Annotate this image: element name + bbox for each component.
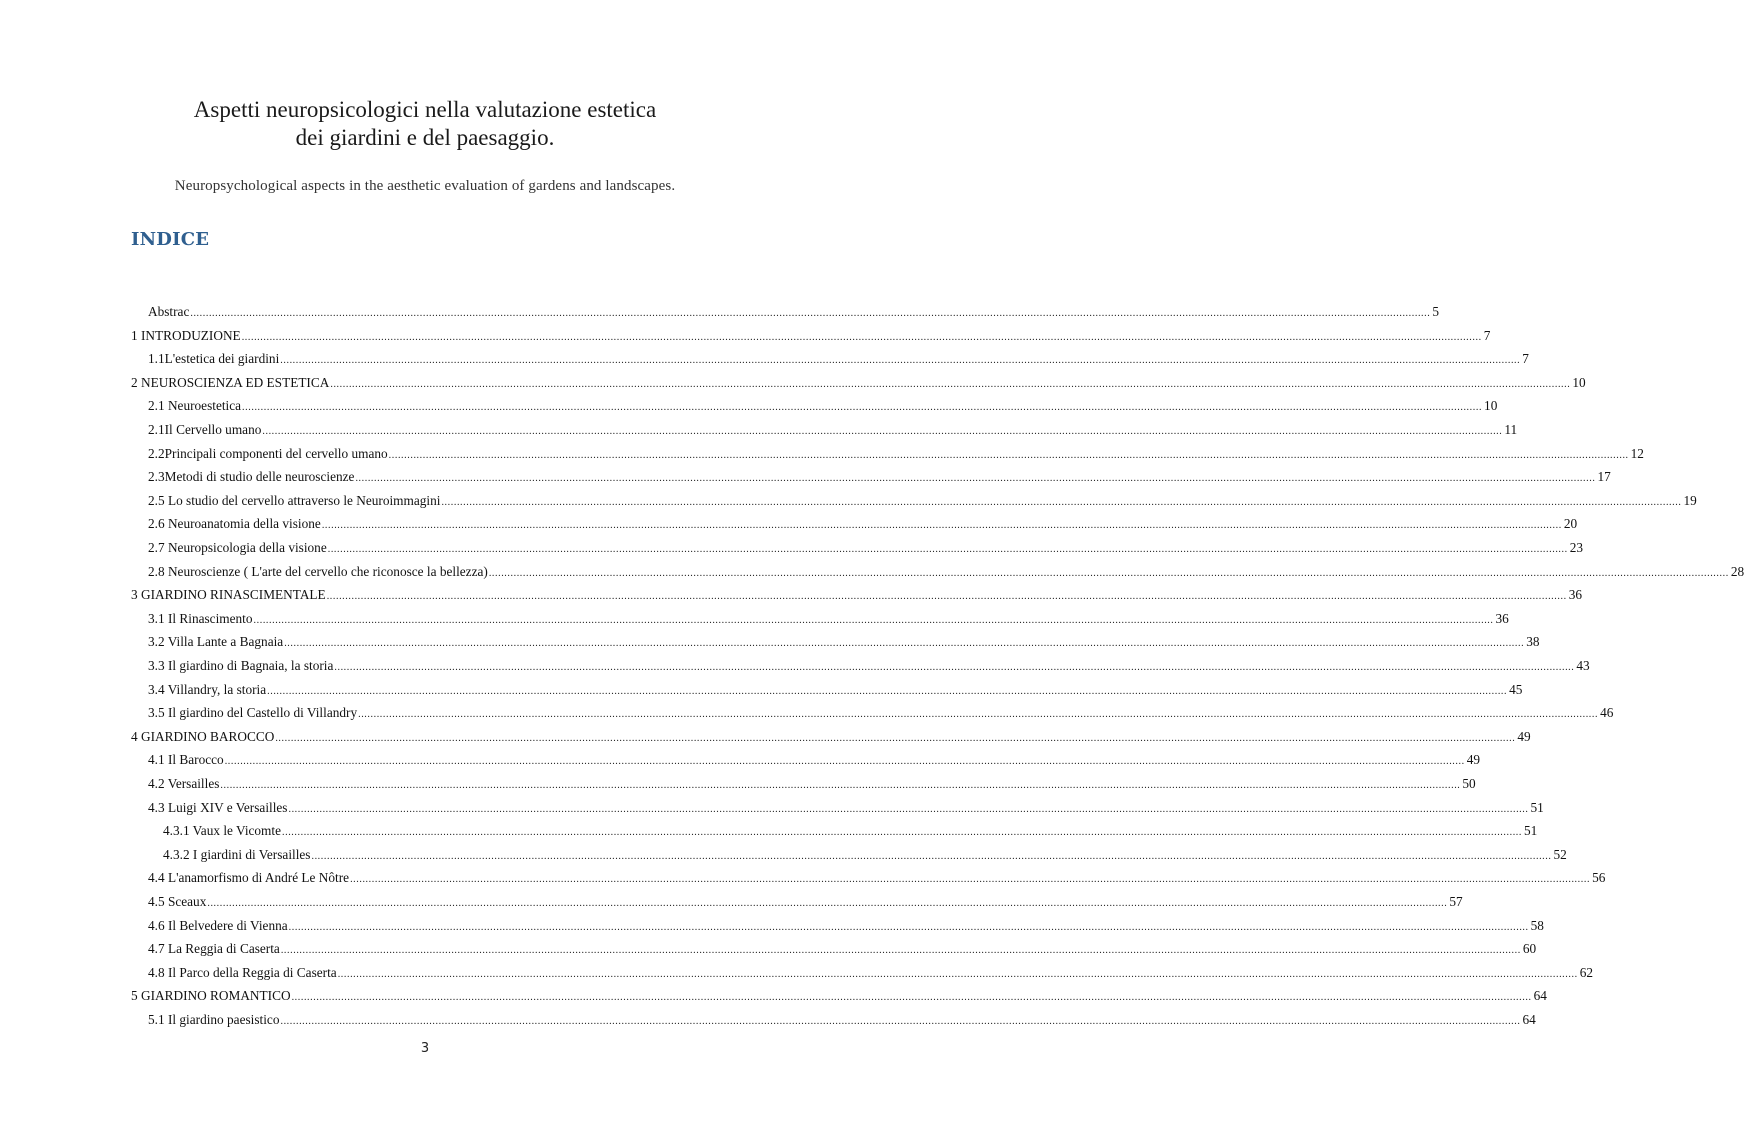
toc-entry[interactable] — [148, 704, 1614, 722]
toc-leader-dots: ................................................................................................................................................................................................................................................................................................................................................................................................................ — [321, 520, 1562, 531]
toc-leader-dots: ................................................................................................................................................................................................................................................................................................................................................................................................................ — [441, 497, 1682, 508]
toc-entry-page: 58 — [1530, 918, 1544, 933]
toc-entry[interactable] — [148, 468, 1611, 486]
toc-leader-dots: ................................................................................................................................................................................................................................................................................................................................................................................................................ — [275, 733, 1516, 744]
toc-leader-dots: ................................................................................................................................................................................................................................................................................................................................................................................................................ — [330, 379, 1571, 390]
toc-leader-dots: ................................................................................................................................................................................................................................................................................................................................................................................................................ — [253, 615, 1494, 626]
toc-entry-label: 2 NEUROSCIENZA ED ESTETICA — [131, 375, 330, 390]
toc-leader-dots: ................................................................................................................................................................................................................................................................................................................................................................................................................ — [282, 827, 1522, 838]
toc-entry[interactable] — [131, 327, 1491, 345]
toc-entry-page: 56 — [1592, 870, 1606, 885]
toc-entry[interactable] — [148, 421, 1518, 439]
toc-entry-page: 52 — [1553, 847, 1567, 862]
toc-entry-label: 5 GIARDINO ROMANTICO — [131, 988, 291, 1003]
toc-entry-label: 1 INTRODUZIONE — [131, 328, 241, 343]
toc-entry[interactable] — [148, 633, 1540, 651]
toc-entry-label: 4 GIARDINO BAROCCO — [131, 729, 275, 744]
toc-leader-dots: ................................................................................................................................................................................................................................................................................................................................................................................................................ — [280, 355, 1521, 366]
toc-leader-dots: ................................................................................................................................................................................................................................................................................................................................................................................................................ — [326, 591, 1567, 602]
toc-entry[interactable] — [148, 492, 1697, 510]
toc-entry-label: 3.1 Il Rinascimento — [148, 611, 253, 626]
toc-leader-dots: ................................................................................................................................................................................................................................................................................................................................................................................................................ — [242, 402, 1483, 413]
toc-entry-label: 2.5 Lo studio del cervello attraverso le Neuroimmagini — [148, 493, 441, 508]
toc-entry[interactable] — [148, 350, 1529, 368]
toc-entry[interactable] — [148, 303, 1440, 321]
toc-entry-label: 4.3.1 Vaux le Vicomte — [163, 823, 281, 838]
toc-leader-dots: ................................................................................................................................................................................................................................................................................................................................................................................................................ — [291, 992, 1532, 1003]
page-number: 3 — [420, 1041, 430, 1056]
toc-entry-page: 23 — [1569, 540, 1584, 555]
toc-leader-dots: ................................................................................................................................................................................................................................................................................................................................................................................................................ — [288, 804, 1529, 815]
toc-entry[interactable] — [131, 586, 1582, 604]
toc-entry-page: 49 — [1517, 729, 1531, 744]
toc-entry-label: 2.8 Neuroscienze ( L'arte del cervello che riconosce la bellezza) — [148, 564, 488, 579]
toc-entry-page: 57 — [1449, 894, 1463, 909]
toc-entry[interactable] — [148, 681, 1523, 699]
toc-entry[interactable] — [148, 610, 1509, 628]
toc-leader-dots: ................................................................................................................................................................................................................................................................................................................................................................................................................ — [267, 686, 1508, 697]
toc-entry-number: 2.1 — [148, 422, 165, 437]
toc-entry-page: 19 — [1683, 493, 1697, 508]
toc-entry[interactable] — [148, 657, 1590, 675]
toc-entry-page: 50 — [1462, 776, 1476, 791]
index-heading: INDICE — [131, 229, 210, 250]
toc-leader-dots: ................................................................................................................................................................................................................................................................................................................................................................................................................ — [207, 898, 1448, 909]
toc-leader-dots: ................................................................................................................................................................................................................................................................................................................................................................................................................ — [327, 544, 1568, 555]
toc-entry[interactable] — [131, 728, 1531, 746]
toc-leader-dots: ................................................................................................................................................................................................................................................................................................................................................................................................................ — [488, 568, 1729, 579]
toc-entry[interactable] — [163, 846, 1567, 864]
toc-entry[interactable] — [148, 893, 1463, 911]
document-subtitle: Neuropsychological aspects in the aesthetic evaluation of gardens and landscapes. — [174, 178, 676, 194]
toc-entry[interactable] — [131, 374, 1586, 392]
toc-leader-dots: ................................................................................................................................................................................................................................................................................................................................................................................................................ — [288, 922, 1529, 933]
toc-leader-dots: ................................................................................................................................................................................................................................................................................................................................................................................................................ — [311, 851, 1552, 862]
toc-entry-label: 2.7 Neuropsicologia della visione — [148, 540, 327, 555]
toc-entry-number: 2.3 — [148, 469, 165, 484]
toc-leader-dots: ................................................................................................................................................................................................................................................................................................................................................................................................................ — [350, 874, 1591, 885]
toc-entry-page: 17 — [1597, 469, 1611, 484]
toc-entry-label: 4.5 Sceaux — [148, 894, 207, 909]
toc-entry-page: 64 — [1522, 1012, 1536, 1027]
toc-entry[interactable] — [148, 515, 1578, 533]
toc-entry-label: Metodi di studio delle neuroscienze — [164, 469, 355, 484]
toc-entry-label: 4.6 Il Belvedere di Vienna — [148, 918, 288, 933]
toc-entry-label: 2.6 Neuroanatomia della visione — [148, 516, 321, 531]
toc-leader-dots: ................................................................................................................................................................................................................................................................................................................................................................................................................ — [280, 1016, 1521, 1027]
toc-leader-dots: ................................................................................................................................................................................................................................................................................................................................................................................................................ — [358, 709, 1599, 720]
toc-entry-page: 51 — [1524, 823, 1538, 838]
toc-entry-page: 43 — [1576, 658, 1590, 673]
toc-entry-label: 3.2 Villa Lante a Bagnaia — [148, 634, 284, 649]
toc-entry[interactable] — [148, 751, 1480, 769]
toc-entry[interactable] — [148, 1011, 1536, 1029]
toc-entry-label: 4.3.2 I giardini di Versailles — [163, 847, 311, 862]
toc-entry[interactable] — [148, 940, 1537, 958]
toc-leader-dots: ................................................................................................................................................................................................................................................................................................................................................................................................................ — [280, 945, 1521, 956]
toc-entry-page: 11 — [1504, 422, 1518, 437]
toc-leader-dots: ................................................................................................................................................................................................................................................................................................................................................................................................................ — [224, 756, 1465, 767]
title-line-1: Aspetti neuropsicologici nella valutazione estetica — [193, 97, 657, 122]
toc-entry[interactable] — [148, 397, 1498, 415]
toc-entry-label: Il Cervello umano — [164, 422, 262, 437]
toc-entry-label: 4.1 Il Barocco — [148, 752, 224, 767]
toc-entry-label: L'estetica dei giardini — [164, 351, 280, 366]
toc-entry-label: 4.8 Il Parco della Reggia di Caserta — [148, 965, 337, 980]
toc-entry-label: Principali componenti del cervello umano — [164, 446, 388, 461]
toc-entry[interactable] — [148, 964, 1593, 982]
toc-leader-dots: ................................................................................................................................................................................................................................................................................................................................................................................................................ — [190, 308, 1431, 319]
toc-entry-page: 45 — [1509, 682, 1523, 697]
toc-entry-label: 3.5 Il giardino del Castello di Villandry — [148, 705, 358, 720]
toc-entry-number: 2.2 — [148, 446, 165, 461]
toc-leader-dots: ................................................................................................................................................................................................................................................................................................................................................................................................................ — [334, 662, 1575, 673]
toc-entry-page: 20 — [1563, 516, 1578, 531]
toc-entry-page: 49 — [1466, 752, 1480, 767]
toc-entry-page: 38 — [1526, 634, 1540, 649]
toc-entry-number: 1.1 — [148, 351, 165, 366]
toc-entry-label: 4.4 L'anamorfismo di André Le Nôtre — [148, 870, 350, 885]
toc-entry-page: 62 — [1579, 965, 1593, 980]
toc-entry-page: 36 — [1568, 587, 1582, 602]
toc-entry-page: 36 — [1495, 611, 1509, 626]
toc-entry-page: 60 — [1522, 941, 1537, 956]
toc-leader-dots: ................................................................................................................................................................................................................................................................................................................................................................................................................ — [262, 426, 1503, 437]
toc-leader-dots: ................................................................................................................................................................................................................................................................................................................................................................................................................ — [388, 450, 1629, 461]
toc-entry-page: 7 — [1483, 328, 1491, 343]
toc-entry-page: 51 — [1530, 800, 1544, 815]
toc-entry-label: 4.7 La Reggia di Caserta — [148, 941, 280, 956]
toc-leader-dots: ................................................................................................................................................................................................................................................................................................................................................................................................................ — [220, 780, 1461, 791]
toc-leader-dots: ................................................................................................................................................................................................................................................................................................................................................................................................................ — [355, 473, 1596, 484]
toc-entry[interactable] — [148, 539, 1584, 557]
title-line-2: dei giardini e del paesaggio. — [295, 125, 555, 150]
toc-entry-page: 12 — [1630, 446, 1644, 461]
toc-entry-label: Abstrac — [148, 304, 190, 319]
toc-entry[interactable] — [148, 799, 1544, 817]
toc-leader-dots: ................................................................................................................................................................................................................................................................................................................................................................................................................ — [241, 332, 1482, 343]
toc-entry-label: 5.1 Il giardino paesistico — [148, 1012, 280, 1027]
toc-leader-dots: ................................................................................................................................................................................................................................................................................................................................................................................................................ — [337, 969, 1578, 980]
toc-entry-label: 3 GIARDINO RINASCIMENTALE — [131, 587, 326, 602]
toc-entry-page: 7 — [1522, 351, 1529, 366]
toc-entry-page: 10 — [1572, 375, 1586, 390]
toc-entry[interactable] — [148, 563, 1744, 581]
toc-entry[interactable] — [148, 775, 1476, 793]
toc-entry[interactable] — [131, 987, 1547, 1005]
toc-entry-label: 4.3 Luigi XIV e Versailles — [148, 800, 288, 815]
toc-entry[interactable] — [148, 869, 1606, 887]
toc-entry-page: 28 — [1730, 564, 1744, 579]
toc-entry[interactable] — [163, 822, 1538, 840]
toc-entry-label: 2.1 Neuroestetica — [148, 398, 242, 413]
toc-entry-page: 46 — [1600, 705, 1614, 720]
toc-entry-label: 3.4 Villandry, la storia — [148, 682, 267, 697]
toc-entry-page: 10 — [1484, 398, 1498, 413]
toc-entry-page: 5 — [1432, 304, 1440, 319]
toc-entry[interactable] — [148, 917, 1544, 935]
toc-entry-page: 64 — [1533, 988, 1547, 1003]
toc-entry-label: 3.3 Il giardino di Bagnaia, la storia — [148, 658, 334, 673]
toc-leader-dots: ................................................................................................................................................................................................................................................................................................................................................................................................................ — [284, 638, 1525, 649]
toc-entry-label: 4.2 Versailles — [148, 776, 220, 791]
toc-entry[interactable] — [148, 445, 1644, 463]
